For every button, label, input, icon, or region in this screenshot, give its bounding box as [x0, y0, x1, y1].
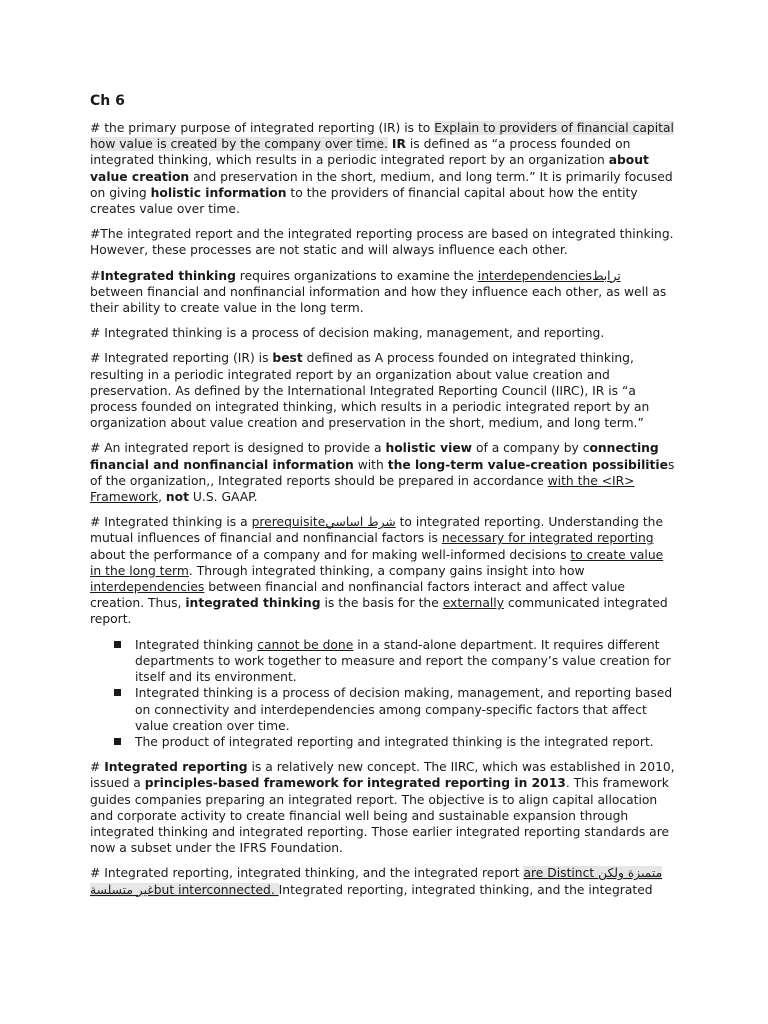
bold-text: Integrated reporting	[104, 760, 248, 775]
bold-text: principles-based framework for integrated reporting in 2013	[144, 776, 566, 791]
underlined-text: to create value in the long term	[90, 547, 664, 578]
text: ,	[158, 490, 166, 505]
underlined-highlighted-text: are Distinct متميزة ولكن غير متسلسةbut interconnected.	[90, 866, 663, 897]
bold-text: not	[165, 490, 189, 505]
text: . This framework guides companies preparing an integrated report. The objective is to align capital allocation and corporate activity to create financial well being and sustainable expansion through integrated thinking and integrated reporting. Those earlier integrated reporting standards are now a subset under the IFRS Foundation.	[90, 776, 670, 856]
text: # Integrated thinking is a	[90, 515, 252, 530]
underlined-text: externally	[442, 596, 504, 611]
paragraph-integrated-thinking	[90, 268, 676, 317]
square-bullet-icon	[114, 641, 121, 648]
bold-text: about value creation	[90, 153, 649, 184]
bold-text: IR	[391, 137, 406, 152]
text: #	[90, 268, 101, 283]
underlined-text: with the <IR> Framework	[90, 473, 635, 505]
text: requires organizations to examine the	[235, 268, 478, 283]
text: # the primary purpose of integrated reporting (IR) is to	[90, 121, 435, 135]
list-item	[114, 734, 676, 750]
text: of a company by c	[472, 441, 590, 456]
paragraph-process: #The integrated report and the integrated reporting process are based on integrated thinking. However, these processes are not static and will always influence each other.	[90, 227, 674, 258]
square-bullet-icon	[114, 738, 121, 745]
paragraph-prerequisite	[90, 514, 676, 627]
text: is the basis for the	[320, 596, 443, 611]
paragraph-distinct	[90, 865, 676, 897]
bullet-list	[90, 637, 676, 750]
chapter-title: Ch 6	[90, 93, 125, 109]
underlined-text: prerequisiteشرط اساسي	[251, 515, 396, 530]
text: U.S. GAAP.	[189, 490, 258, 505]
text: . Through integrated thinking, a company gains insight into how	[188, 563, 585, 578]
text: s of the organization,, Integrated reports should be prepared in accordance	[90, 457, 675, 488]
bold-text: holistic view	[385, 441, 473, 456]
list-item	[114, 637, 676, 686]
paragraph-ir-purpose	[90, 120, 676, 217]
text: in a stand-alone department. It requires different departments to work together to measure and report the company’s value creation for itself and its environment.	[135, 637, 671, 685]
text: communicated integrated report.	[90, 596, 668, 627]
bold-text: the long-term value-creation possibilitie	[387, 457, 668, 472]
text: and preservation in the short, medium, and long term.” It is primarily focused on giving	[90, 169, 673, 200]
paragraph-new-concept	[90, 759, 676, 856]
text: # Integrated reporting, integrated thinking, and the integrated report	[90, 866, 524, 881]
square-bullet-icon	[114, 689, 121, 696]
text: # Integrated reporting (IR) is	[90, 351, 273, 366]
underlined-text: interdependencies	[90, 580, 205, 595]
text: with	[353, 457, 388, 472]
text: # An integrated report is designed to provide a	[90, 441, 386, 456]
text: is defined as “a process founded on integrated thinking, which results in a periodic integrated report by an organization	[90, 137, 631, 168]
list-item	[114, 685, 676, 734]
underlined-text: cannot be done	[257, 637, 354, 652]
underlined-text: necessary for integrated reporting	[441, 531, 654, 546]
bold-text: best	[272, 351, 303, 366]
text: Integrated reporting, integrated thinking, and the integrated	[278, 882, 653, 897]
paragraph-ir-definition	[90, 350, 676, 431]
bold-text: Integrated thinking	[100, 268, 236, 283]
text: defined as A process founded on integrated thinking, resulting in a periodic integrated report by an organization about value creation and preservation. As defined by the International Integrated Reporting Council (IIRC), IR is “a process founded on integrated thinking, which results in a periodic integrated report by an organization about value creation and preservation in the short, medium, and long term.”	[90, 351, 650, 431]
text: The product of integrated reporting and integrated thinking is the integrated report.	[135, 734, 654, 749]
highlighted-text: Explain to providers of financial capital how value is created by the company over time.	[90, 121, 674, 152]
text: Integrated thinking	[135, 637, 258, 652]
paragraph-decision-making: # Integrated thinking is a process of decision making, management, and reporting.	[90, 326, 605, 341]
text: to the providers of financial capital about how the entity creates value over time.	[90, 185, 638, 217]
text: about the performance of a company and for making well-informed decisions	[90, 547, 571, 562]
text: is a relatively new concept. The IIRC, which was established in 2010, issued a	[90, 760, 675, 791]
underlined-text: interdependenciesترابط	[477, 268, 621, 283]
paragraph-holistic-view	[90, 440, 676, 505]
text: #	[90, 760, 105, 775]
text: Integrated thinking is a process of decision making, management, and reporting based on connectivity and interdependencies among company-specific factors that affect value creation over time.	[135, 686, 673, 733]
bold-text: onnecting financial and nonfinancial information	[90, 441, 659, 472]
bold-text: holistic information	[150, 185, 287, 200]
bold-text: integrated thinking	[185, 596, 321, 611]
text: to integrated reporting. Understanding the mutual influences of financial and nonfinancial factors is	[90, 515, 664, 546]
text: between financial and nonfinancial factors interact and affect value creation. Thus,	[90, 580, 625, 611]
text: between financial and nonfinancial information and how they influence each other, as well as their ability to create value in the long term.	[90, 284, 667, 316]
